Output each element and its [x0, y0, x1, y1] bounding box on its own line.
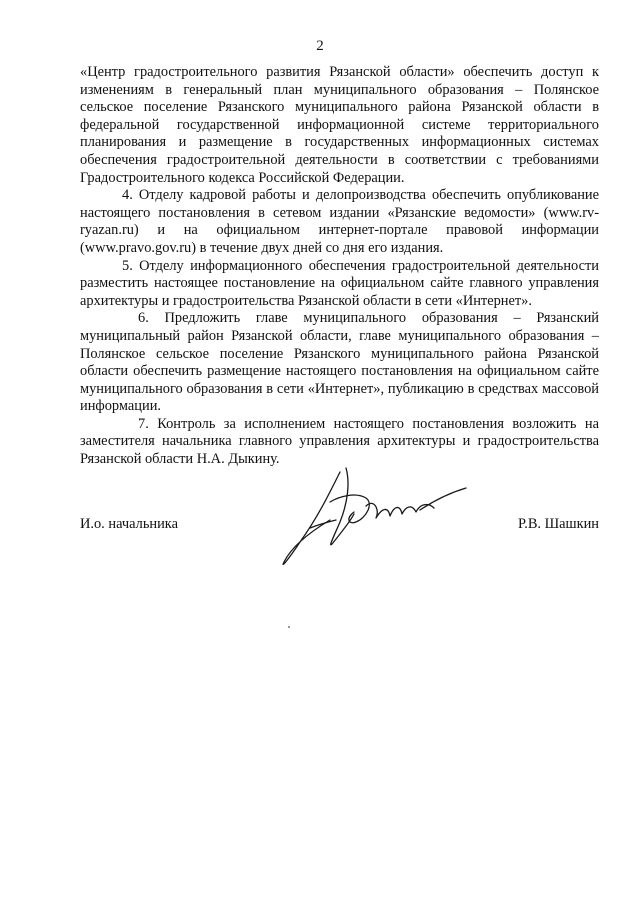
signatory-name: Р.В. Шашкин — [518, 516, 599, 532]
signature-block — [80, 516, 599, 536]
signatory-title: И.о. начальника — [80, 516, 178, 532]
document-body — [80, 64, 599, 469]
paragraph-7: 7. Контроль за исполнением настоящего постановления возложить на заместителя начальника главного управления архитектуры и градостроительства Рязанской области Н.А. Дыкину. — [80, 415, 599, 468]
page-number: 2 — [316, 38, 324, 54]
paragraph-3-continuation: «Центр градостроительного развития Рязанской области» обеспечить доступ к изменениям в генеральный план муниципального образования – Полянское сельское поселение Рязанского муниципального района Рязанской области в федеральной государственной информационной системе территориального планирования и размещение в государственных информационных системах обеспечения градостроительной деятельности в соответствии с требованиями Градостроительного кодекса Российской Федерации. — [80, 64, 599, 186]
paragraph-4: 4. Отделу кадровой работы и делопроизводства обеспечить опубликование настоящего постановления в сетевом издании «Рязанские ведомости» (www.rv-ryazan.ru) и на официальном интернет-портале правовой информации (www.pravo.gov.ru) в течение двух дней со дня его издания. — [80, 187, 599, 256]
paragraph-6: 6. Предложить главе муниципального образования – Рязанский муниципальный район Рязанской области, главе муниципального образования – Полянское сельское поселение Рязанского муниципального района Рязанской области обеспечить размещение настоящего постановления на официальном сайте муниципального образования в сети «Интернет», публикацию в средствах массовой информации. — [80, 310, 599, 415]
paragraph-5: 5. Отделу информационного обеспечения градостроительной деятельности разместить настоящее постановление на официальном сайте главного управления архитектуры и градостроительства Рязанской области в сети «Интернет». — [80, 257, 599, 309]
scan-speck — [288, 626, 290, 628]
